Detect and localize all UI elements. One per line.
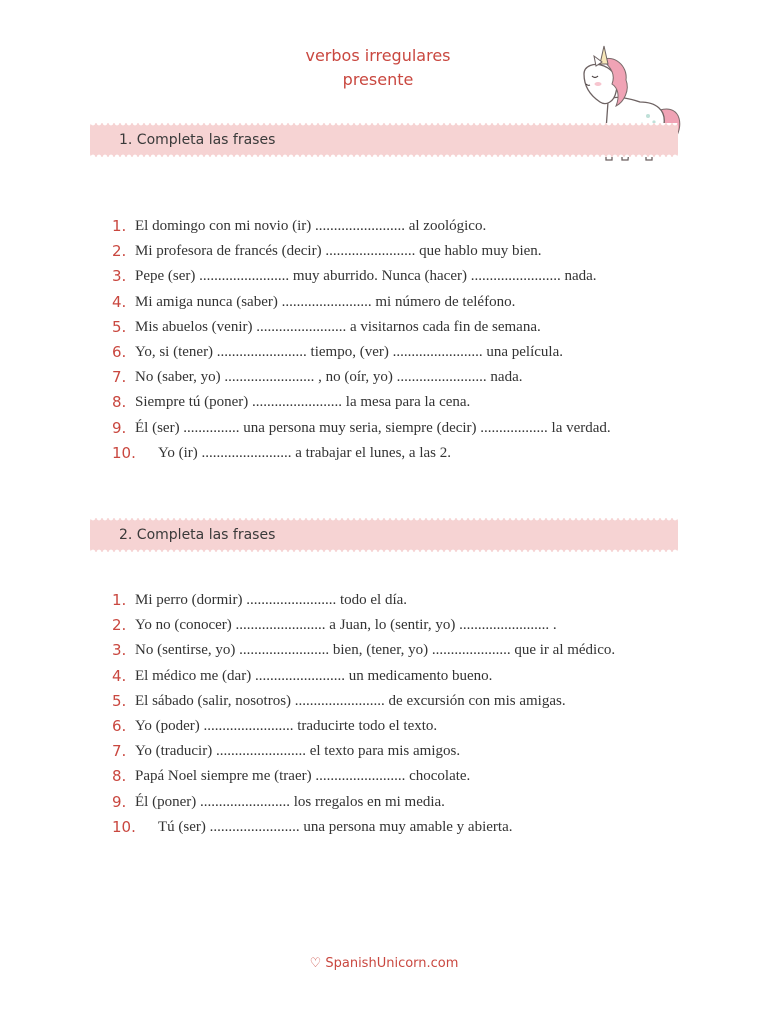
item-number: 10. — [112, 443, 136, 462]
item-number: 4. — [112, 292, 127, 311]
item-number: 2. — [112, 242, 127, 261]
item-text: Papá Noel siempre me (traer) ........................ chocolate. — [135, 768, 471, 785]
list-item — [0, 315, 768, 340]
item-number: 6. — [112, 342, 127, 361]
list-item — [0, 365, 768, 390]
item-text: Yo (poder) ........................ traducirte todo el texto. — [135, 717, 438, 734]
item-text: No (saber, yo) ........................ , no (oír, yo) ........................ nada. — [135, 369, 523, 386]
list-item — [0, 340, 768, 365]
list-item — [0, 239, 768, 264]
section-1-list — [0, 214, 768, 466]
section-1-heading: 1. Completa las frases — [119, 132, 276, 148]
list-item — [0, 441, 768, 466]
item-number: 3. — [112, 641, 127, 660]
list-item — [0, 815, 768, 840]
list-item — [0, 214, 768, 239]
list-item — [0, 714, 768, 739]
list-item — [0, 290, 768, 315]
item-text: Él (poner) ........................ los rregalos en mi media. — [135, 793, 445, 810]
item-text: Mi amiga nunca (saber) ........................ mi número de teléfono. — [135, 293, 516, 310]
list-item — [0, 638, 768, 663]
item-number: 2. — [112, 616, 127, 635]
item-text: El sábado (salir, nosotros) ........................ de excursión con mis amigas. — [135, 692, 566, 709]
item-number: 7. — [112, 742, 127, 761]
item-number: 7. — [112, 368, 127, 387]
section-2-heading: 2. Completa las frases — [119, 527, 276, 543]
item-text: No (sentirse, yo) ........................ bien, (tener, yo) ..................... que ir al médico. — [135, 642, 616, 659]
item-text: Siempre tú (poner) ........................ la mesa para la cena. — [135, 394, 471, 411]
item-number: 8. — [112, 393, 127, 412]
list-item — [0, 790, 768, 815]
list-item — [0, 390, 768, 415]
list-item — [0, 689, 768, 714]
item-text: Mi perro (dormir) ........................ todo el día. — [135, 592, 408, 608]
item-number: 9. — [112, 792, 127, 811]
item-number: 5. — [112, 691, 127, 710]
item-number: 3. — [112, 267, 127, 286]
item-number: 4. — [112, 666, 127, 685]
item-text: Pepe (ser) ........................ muy aburrido. Nunca (hacer) ........................ nada. — [135, 268, 597, 285]
item-text: Él (ser) ............... una persona muy seria, siempre (decir) .................. la verdad. — [135, 419, 611, 436]
item-number: 9. — [112, 418, 127, 437]
list-item — [0, 613, 768, 638]
list-item — [0, 764, 768, 789]
item-number: 1. — [112, 591, 127, 609]
title-line-1: verbos irregulares — [305, 46, 451, 65]
item-number: 1. — [112, 217, 127, 235]
footer-link[interactable]: ♡ SpanishUnicorn.com — [309, 956, 459, 971]
item-text: Yo (traducir) ........................ el texto para mis amigos. — [135, 743, 461, 760]
list-item — [0, 588, 768, 613]
item-text: Yo no (conocer) ........................ a Juan, lo (sentir, yo) ........................ . — [135, 617, 557, 634]
item-text: Yo (ir) ........................ a trabajar el lunes, a las 2. — [158, 444, 451, 461]
list-item — [0, 264, 768, 289]
list-item — [0, 416, 768, 441]
item-text: El médico me (dar) ........................ un medicamento bueno. — [135, 667, 493, 684]
item-text: Mis abuelos (venir) ........................ a visitarnos cada fin de semana. — [135, 318, 541, 335]
list-item — [0, 739, 768, 764]
item-text: El domingo con mi novio (ir) ........................ al zoológico. — [135, 218, 487, 234]
item-text: Mi profesora de francés (decir) ........................ que hablo muy bien. — [135, 243, 542, 260]
title-line-2: presente — [342, 70, 414, 89]
item-text: Yo, si (tener) ........................ tiempo, (ver) ........................ una película. — [135, 343, 563, 360]
item-number: 8. — [112, 767, 127, 786]
item-number: 6. — [112, 716, 127, 735]
item-text: Tú (ser) ........................ una persona muy amable y abierta. — [158, 818, 513, 835]
item-number: 10. — [112, 817, 136, 836]
section-2-list — [0, 588, 768, 840]
list-item — [0, 664, 768, 689]
item-number: 5. — [112, 317, 127, 336]
